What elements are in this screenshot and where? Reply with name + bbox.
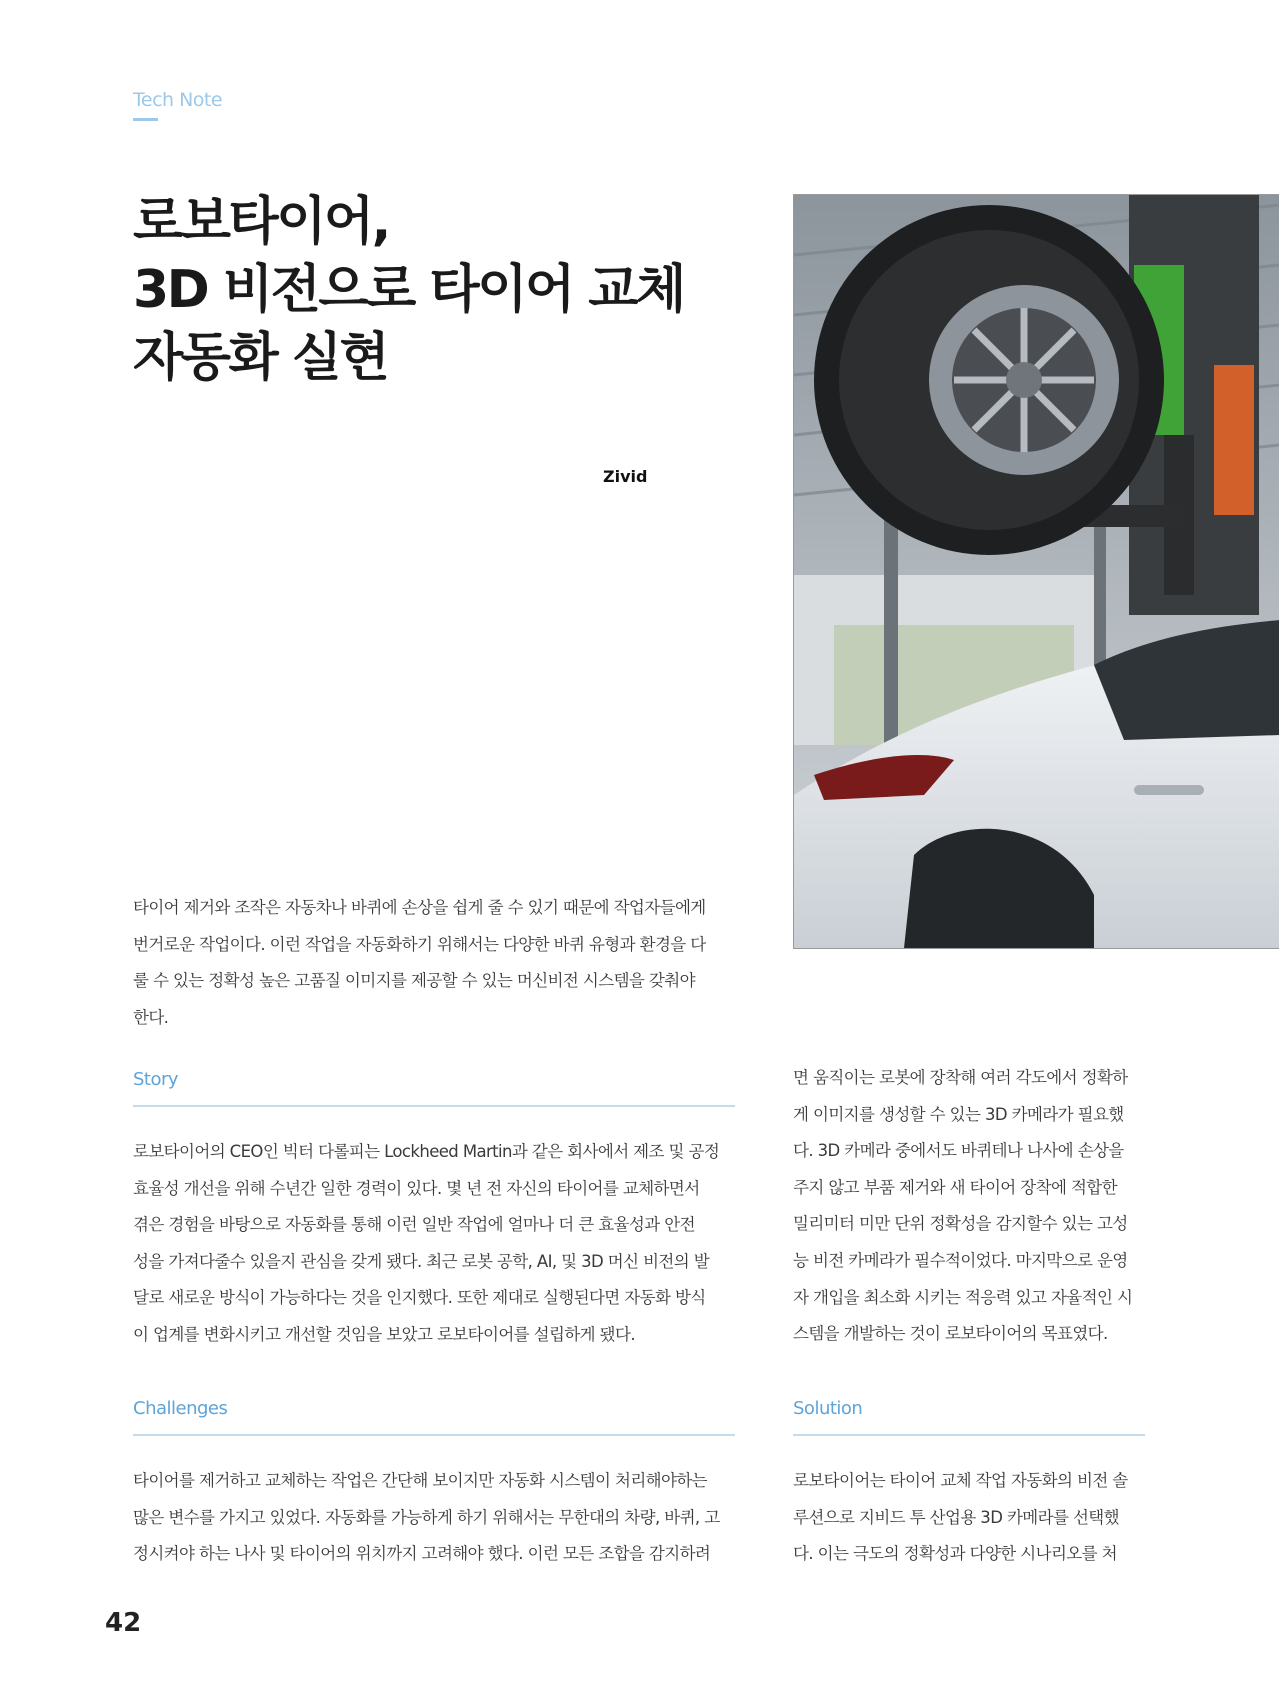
page-number: 42 [105, 1608, 142, 1638]
photo-illustration [794, 195, 1279, 948]
author-name: Zivid [603, 467, 648, 486]
intro-paragraph [133, 890, 737, 1036]
story-line: 성을 가져다줄수 있을지 관심을 갖게 됐다. 최근 로봇 공학, AI, 및 3D 머신 비전의 발 [133, 1251, 710, 1271]
right-column-line: 능 비전 카메라가 필수적이었다. 마지막으로 운영 [793, 1250, 1128, 1270]
story-rule [133, 1105, 735, 1107]
article-title [133, 188, 684, 392]
section-label-tech-note: Tech Note [133, 89, 223, 111]
solution-line: 로보타이어는 타이어 교체 작업 자동화의 비전 솔 [793, 1471, 1128, 1490]
solution-line: 다. 이는 극도의 정확성과 다양한 시나리오를 처 [793, 1544, 1117, 1564]
right-column-line: 면 움직이는 로봇에 장착해 여러 각도에서 정확하 [793, 1068, 1128, 1087]
story-line: 로보타이어의 CEO인 빅터 다롤피는 Lockheed Martin과 같은 회사에서 제조 및 공정 [133, 1142, 720, 1161]
story-line: 효율성 개선을 위해 수년간 일한 경력이 있다. 몇 년 전 자신의 타이어를 교체하면서 [133, 1178, 700, 1198]
solution-line: 루션으로 지비드 투 산업용 3D 카메라를 선택했 [793, 1507, 1119, 1527]
story-line: 이 업계를 변화시키고 개선할 것임을 보았고 로보타이어를 설립하게 됐다. [133, 1324, 635, 1344]
intro-line: 한다. [133, 1007, 169, 1027]
challenges-rule [133, 1434, 735, 1436]
right-column-paragraph [793, 1060, 1145, 1353]
right-column-line: 자 개입을 최소화 시키는 적응력 있고 자율적인 시 [793, 1287, 1133, 1307]
intro-line: 타이어 제거와 조작은 자동차나 바퀴에 손상을 쉽게 줄 수 있기 때문에 작업자들에게 [133, 898, 706, 917]
section-heading-challenges: Challenges [133, 1398, 228, 1419]
right-column-line: 주지 않고 부품 제거와 새 타이어 장착에 적합한 [793, 1177, 1117, 1197]
challenges-line: 타이어를 제거하고 교체하는 작업은 간단해 보이지만 자동화 시스템이 처리해야하는 [133, 1471, 708, 1490]
intro-line: 룰 수 있는 정확성 높은 고품질 이미지를 제공할 수 있는 머신비전 시스템을 갖춰야 [133, 971, 695, 991]
solution-rule [793, 1434, 1145, 1436]
section-heading-solution: Solution [793, 1398, 863, 1419]
story-line: 겪은 경험을 바탕으로 자동화를 통해 이런 일반 작업에 얼마나 더 큰 효율성과 안전 [133, 1215, 695, 1235]
tech-note-underline [133, 118, 158, 121]
solution-paragraph [793, 1463, 1145, 1573]
right-column-line: 밀리미터 미만 단위 정확성을 감지할수 있는 고성 [793, 1214, 1128, 1234]
title-line: 자동화 실현 [133, 328, 388, 388]
title-line: 3D 비전으로 타이어 교체 [133, 260, 684, 320]
title-line: 로보타이어, [133, 192, 389, 252]
challenges-line: 정시켜야 하는 나사 및 타이어의 위치까지 고려해야 했다. 이런 모든 조합을 감지하려 [133, 1544, 711, 1564]
section-heading-story: Story [133, 1069, 179, 1090]
right-column-line: 다. 3D 카메라 중에서도 바퀴테나 나사에 손상을 [793, 1141, 1124, 1161]
intro-line: 번거로운 작업이다. 이런 작업을 자동화하기 위해서는 다양한 바퀴 유형과 환경을 다 [133, 934, 706, 954]
right-column-line: 스템을 개발하는 것이 로보타이어의 목표였다. [793, 1324, 1108, 1344]
right-column-line: 게 이미지를 생성할 수 있는 3D 카메라가 필요했 [793, 1104, 1124, 1124]
story-paragraph [133, 1134, 737, 1354]
robot-tire-change-photo [793, 194, 1279, 949]
story-line: 달로 새로운 방식이 가능하다는 것을 인지했다. 또한 제대로 실행된다면 자동화 방식 [133, 1288, 706, 1308]
challenges-paragraph [133, 1463, 737, 1573]
challenges-line: 많은 변수를 가지고 있었다. 자동화를 가능하게 하기 위해서는 무한대의 차량, 바퀴, 고 [133, 1507, 720, 1527]
